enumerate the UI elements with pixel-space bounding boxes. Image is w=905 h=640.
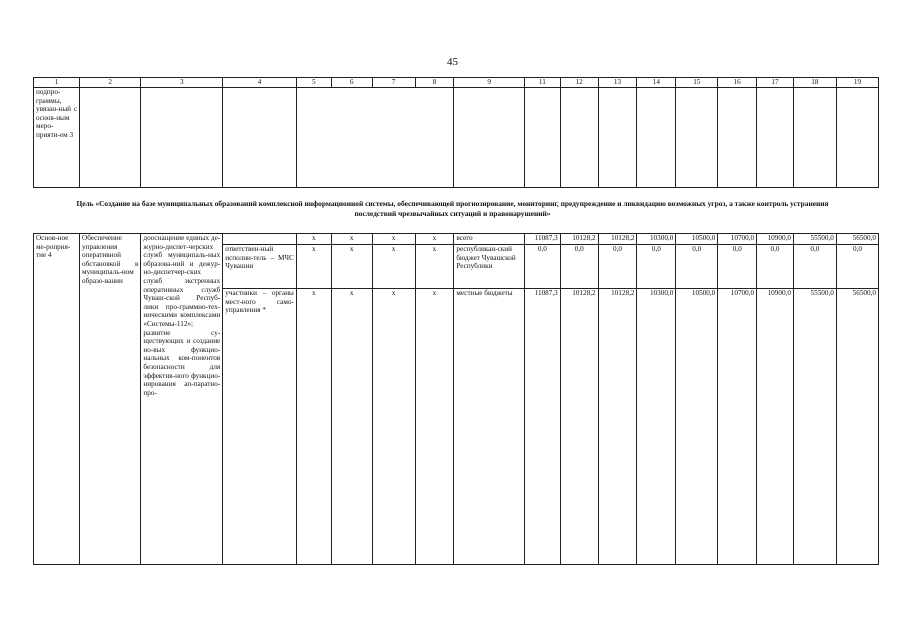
x-cell: x — [415, 245, 454, 289]
empty-cell — [637, 88, 676, 188]
col-number: 2 — [80, 78, 141, 88]
value-cell: 55500,0 — [793, 289, 836, 565]
executor-cell — [223, 234, 297, 245]
empty-cell — [560, 88, 598, 188]
col-number: 18 — [793, 78, 836, 88]
value-cell: 0,0 — [676, 245, 718, 289]
executor-cell: ответствен-ный исполни-тель – МЧС Чувашии — [223, 245, 297, 289]
value-cell: 10128,2 — [598, 289, 637, 565]
empty-cell — [415, 88, 454, 188]
x-cell: x — [296, 234, 331, 245]
col-number: 11 — [524, 78, 560, 88]
empty-cell — [331, 88, 372, 188]
measure-title-cell: Обеспечение управления оперативной обстановкой в муниципаль-ном образо-вании — [80, 234, 141, 565]
executor-cell: участники – органы мест-ного само-управления * — [223, 289, 297, 565]
empty-cell — [836, 88, 878, 188]
x-cell: x — [415, 234, 454, 245]
value-cell: 56500,0 — [836, 289, 878, 565]
empty-cell — [598, 88, 637, 188]
continuation-row — [34, 88, 879, 188]
column-number-row — [34, 78, 879, 88]
value-cell: 55500,0 — [793, 234, 836, 245]
value-cell: 11087,3 — [524, 234, 560, 245]
col-number: 4 — [223, 78, 297, 88]
col-number: 14 — [637, 78, 676, 88]
value-cell: 10700,0 — [718, 234, 757, 245]
col-number: 13 — [598, 78, 637, 88]
page-number: 45 — [447, 56, 458, 68]
value-cell: 0,0 — [793, 245, 836, 289]
value-cell: 0,0 — [757, 245, 794, 289]
x-cell: x — [296, 245, 331, 289]
col-number: 15 — [676, 78, 718, 88]
empty-cell — [718, 88, 757, 188]
value-cell: 0,0 — [560, 245, 598, 289]
value-cell: 10128,2 — [560, 234, 598, 245]
value-cell: 0,0 — [637, 245, 676, 289]
col-number: 1 — [34, 78, 80, 88]
funding-source-cell: всего — [454, 234, 525, 245]
subprogram-cell: подпро-граммы, увязан-ный с основ-ным меро-прияти-ем 3 — [34, 88, 80, 188]
x-cell: x — [331, 289, 372, 565]
program-table-measure — [33, 233, 879, 565]
empty-cell — [372, 88, 415, 188]
funding-source-cell: местные бюджеты — [454, 289, 525, 565]
value-cell: 11087,3 — [524, 289, 560, 565]
measure-description-cell: дооснащение единых де-журно-диспет-черских служб муниципаль-ных образова-ний и дежур-но-диспетчер-ских служб экстренных оперативных служб Чуваш-ской Респуб-лики про-граммно-тех-ническими комплексами «Системы-112»; развитие су-ществующих и создание но-вых функцио-нальных ком-понентов безопасности для эффектив-ного функцио-нирования ап-паратно-про- — [141, 234, 223, 565]
col-number: 3 — [141, 78, 223, 88]
value-cell: 0,0 — [836, 245, 878, 289]
x-cell: x — [372, 289, 415, 565]
empty-cell — [793, 88, 836, 188]
col-number: 9 — [454, 78, 525, 88]
x-cell: x — [372, 245, 415, 289]
value-cell: 10128,2 — [598, 234, 637, 245]
empty-cell — [223, 88, 297, 188]
col-number: 12 — [560, 78, 598, 88]
empty-cell — [676, 88, 718, 188]
value-cell: 0,0 — [524, 245, 560, 289]
empty-cell — [524, 88, 560, 188]
col-number: 7 — [372, 78, 415, 88]
value-cell: 10900,0 — [757, 234, 794, 245]
value-cell: 0,0 — [598, 245, 637, 289]
value-cell: 10300,0 — [637, 234, 676, 245]
value-cell: 56500,0 — [836, 234, 878, 245]
col-number: 16 — [718, 78, 757, 88]
col-number: 19 — [836, 78, 878, 88]
value-cell: 10900,0 — [757, 289, 794, 565]
value-cell: 0,0 — [718, 245, 757, 289]
col-number: 8 — [415, 78, 454, 88]
col-number: 17 — [757, 78, 794, 88]
x-cell: x — [296, 289, 331, 565]
empty-cell — [757, 88, 794, 188]
measure-number-cell: Основ-ное ме-роприя-тие 4 — [34, 234, 80, 565]
x-cell: x — [331, 245, 372, 289]
value-cell: 10500,0 — [676, 234, 718, 245]
x-cell: x — [372, 234, 415, 245]
value-cell: 10128,2 — [560, 289, 598, 565]
x-cell: x — [415, 289, 454, 565]
funding-source-cell: республикан-ский бюджет Чувашской Республики — [454, 245, 525, 289]
value-cell: 10700,0 — [718, 289, 757, 565]
value-cell: 10500,0 — [676, 289, 718, 565]
x-cell: x — [331, 234, 372, 245]
col-number: 6 — [331, 78, 372, 88]
goal-heading: Цель «Создание на базе муниципальных образований комплексной информационной системы, обеспечивающей прогнозирование, мониторинг, предупреждение и ликвидацию возможных угроз, а также контроль устранения последствий чрезвычайных ситуаций и правонарушений» — [76, 199, 829, 218]
empty-cell — [141, 88, 223, 188]
empty-cell — [80, 88, 141, 188]
value-cell: 10300,0 — [637, 289, 676, 565]
table-row — [34, 234, 879, 245]
empty-cell — [296, 88, 331, 188]
program-table-top — [33, 77, 879, 188]
empty-cell — [454, 88, 525, 188]
col-number: 5 — [296, 78, 331, 88]
